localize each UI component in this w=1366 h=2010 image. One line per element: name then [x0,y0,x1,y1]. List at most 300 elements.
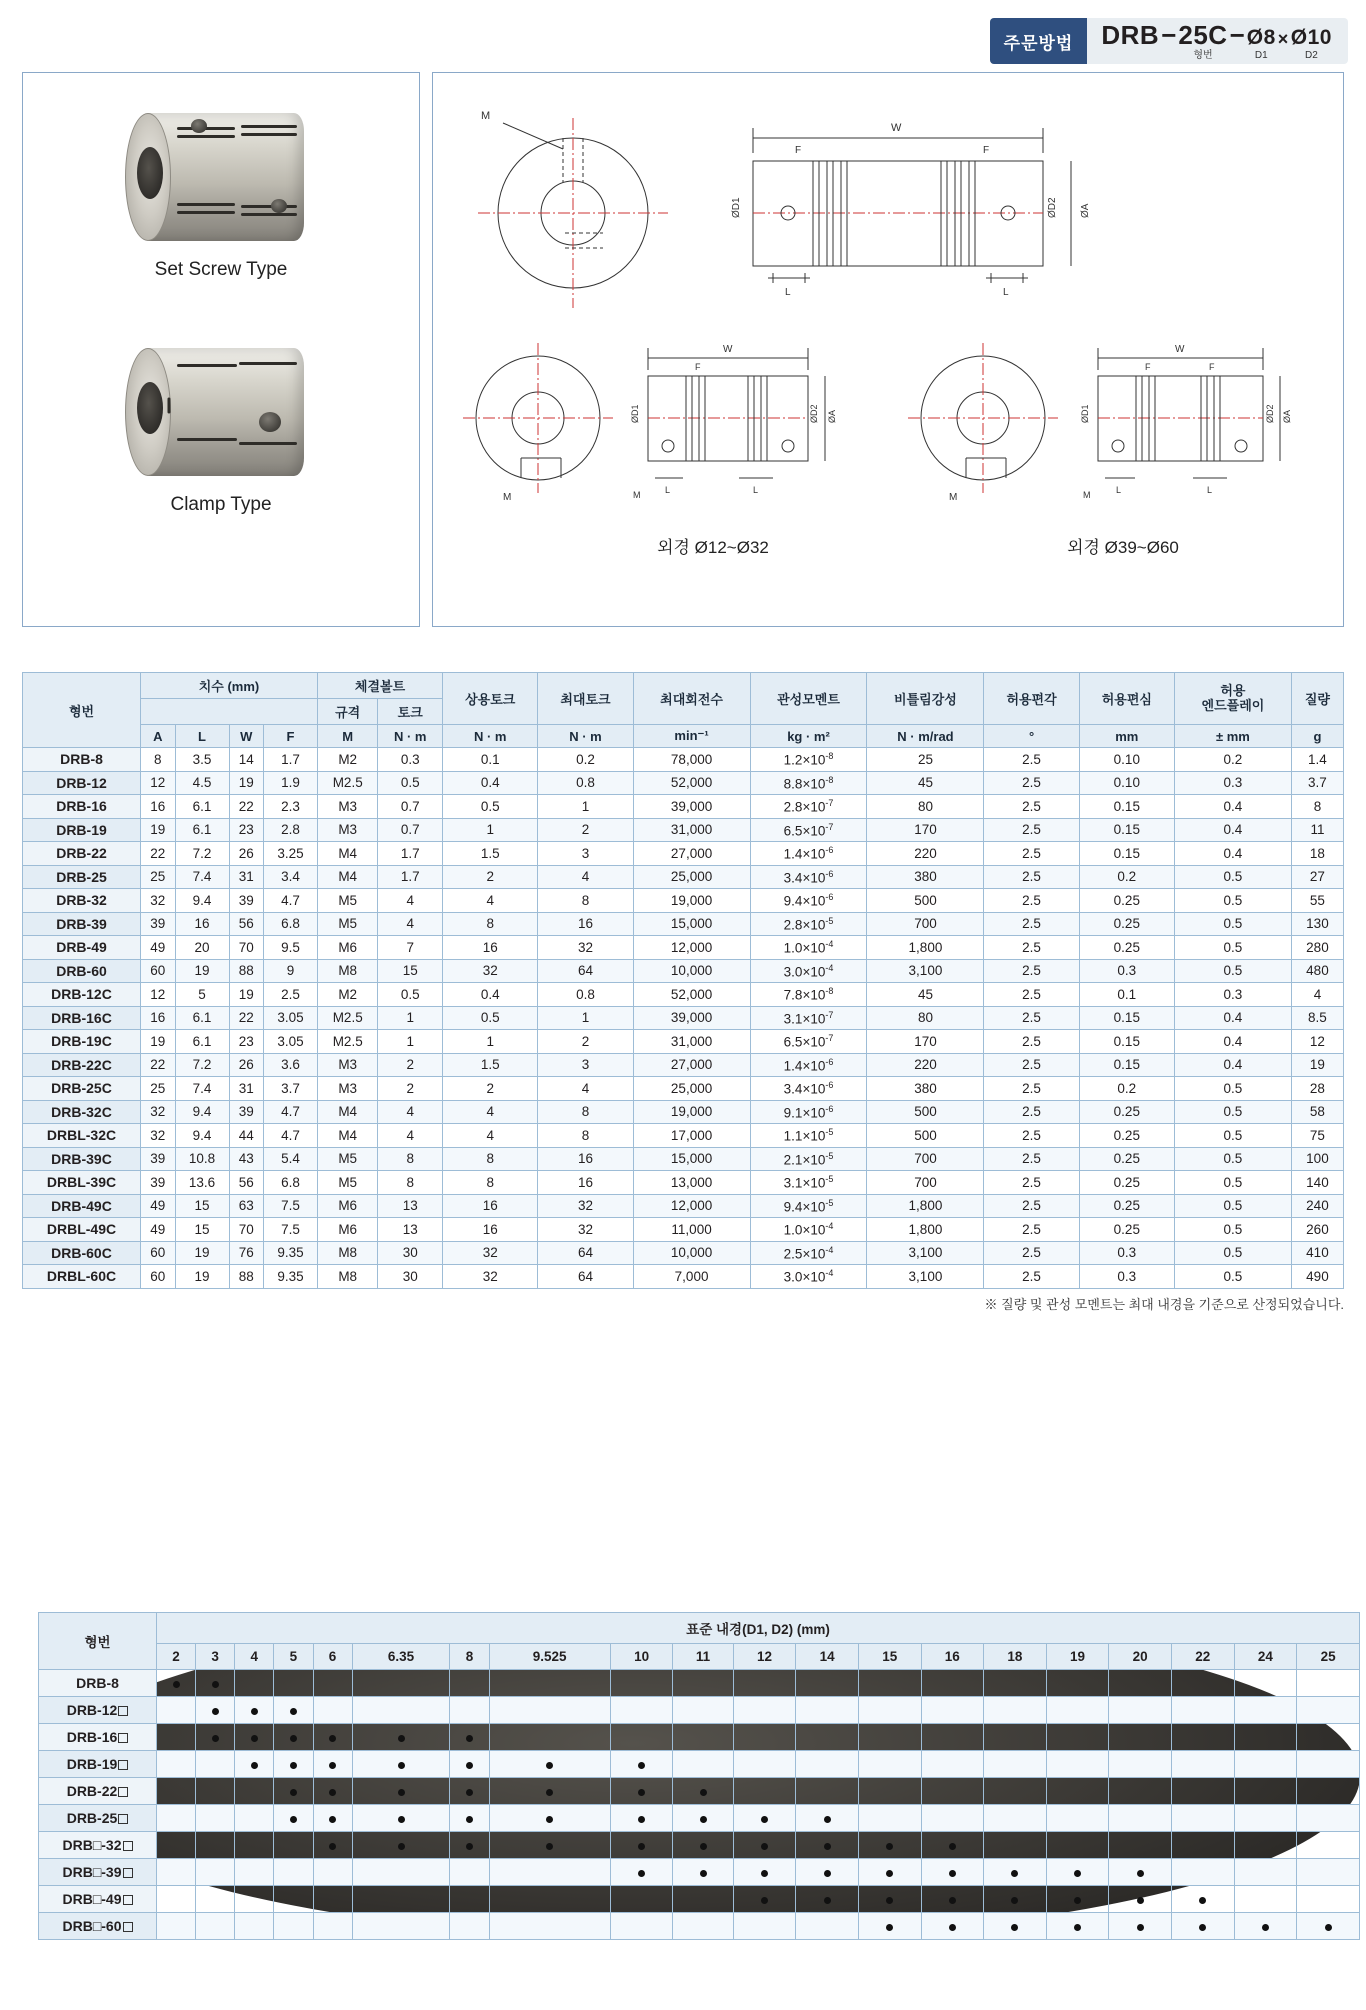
cell-bore-availability [1297,1778,1360,1805]
cell-model: DRB-22 [23,842,141,866]
cell-bore-availability [984,1751,1047,1778]
bore-col-header: 19 [1046,1644,1109,1670]
cell-bore-availability [1297,1697,1360,1724]
cell-angular: 2.5 [984,936,1079,960]
bore-header-model: 형번 [39,1613,157,1670]
photo-clamp-block [23,338,419,516]
table-row [39,1697,1360,1724]
cell-torsional: 220 [867,1053,984,1077]
cell-bolt-torque: 15 [378,959,443,983]
cell-bolt-torque: 8 [378,1147,443,1171]
cell-bore-availability [733,1697,796,1724]
availability-dot-icon [466,1762,473,1769]
cell-model: DRB□-32 [39,1832,157,1859]
cell-inertia: $2.1\times 10^{-5}$ [750,1147,867,1171]
header-bolt-torque: 토크 [378,699,443,725]
availability-dot-icon [212,1708,219,1715]
header-rated-torque: 상용토크 [443,673,538,725]
availability-dot-icon [1074,1870,1081,1877]
cell-endplay: 0.5 [1174,1265,1291,1289]
cell-f: 6.8 [264,912,318,936]
cell-bore-availability [610,1724,673,1751]
cell-bore-availability [1046,1805,1109,1832]
cell-torsional: 45 [867,983,984,1007]
cell-endplay: 0.5 [1174,889,1291,913]
cell-max-torque: 2 [538,818,633,842]
cell-bore-availability [196,1805,235,1832]
svg-text:ØD2: ØD2 [809,404,819,423]
cell-max-torque: 64 [538,1265,633,1289]
cell-bore-availability [489,1670,610,1697]
cell-bolt-spec: M5 [318,1171,378,1195]
cell-bore-availability [196,1724,235,1751]
table-row [39,1832,1360,1859]
cell-max-rpm: 31,000 [633,818,750,842]
cell-mass: 55 [1291,889,1343,913]
svg-text:L: L [753,485,759,495]
cell-bore-availability [235,1859,274,1886]
cell-bore-availability [921,1724,984,1751]
cell-a: 19 [141,818,176,842]
cell-bolt-torque: 0.7 [378,795,443,819]
header-endplay-line1: 허용 [1220,683,1246,699]
table-row [23,1124,1344,1148]
bore-header-row-1 [39,1613,1360,1644]
square-placeholder-icon [123,1895,133,1905]
cell-bore-availability [352,1805,450,1832]
cell-w: 22 [229,1006,264,1030]
cell-torsional: 80 [867,795,984,819]
order-method-badge: 주문방법 [990,18,1088,64]
cell-bore-availability [196,1859,235,1886]
cell-bore-availability [1171,1751,1234,1778]
cell-w: 44 [229,1124,264,1148]
cell-f: 6.8 [264,1171,318,1195]
cell-max-torque: 32 [538,1218,633,1242]
standard-bore-table-body [39,1670,1360,1940]
cell-mass: 75 [1291,1124,1343,1148]
cell-bore-availability [274,1724,313,1751]
cell-bore-availability [313,1724,352,1751]
cell-endplay: 0.4 [1174,842,1291,866]
cell-l: 7.2 [175,1053,229,1077]
cell-bore-availability [274,1751,313,1778]
cell-parallel: 0.25 [1079,1124,1174,1148]
cell-parallel: 0.15 [1079,795,1174,819]
drawing-caption-left: 외경 Ø12~Ø32 [657,538,769,557]
cell-bore-availability [1109,1751,1172,1778]
cell-bore-availability [450,1832,489,1859]
dash2-col [1228,19,1247,61]
cell-bore-availability [157,1697,196,1724]
cell-rated-torque: 4 [443,1100,538,1124]
cell-endplay: 0.5 [1174,1171,1291,1195]
bore-col-header: 3 [196,1644,235,1670]
cell-bore-availability [489,1805,610,1832]
cell-bore-availability [1109,1859,1172,1886]
cell-bore-availability [157,1670,196,1697]
cell-bore-availability [157,1832,196,1859]
cell-l: 9.4 [175,1100,229,1124]
table-row [39,1805,1360,1832]
specification-table-section [22,672,1344,1313]
svg-text:L: L [1003,287,1009,298]
drawing-svg-bottom-right [883,328,1323,513]
cell-bore-availability [450,1886,489,1913]
set-screw-icon [271,199,287,213]
header-angular: 허용편각 [984,673,1079,725]
cell-bore-availability [352,1913,450,1940]
cell-mass: 1.4 [1291,748,1343,772]
cell-w: 19 [229,771,264,795]
cell-l: 13.6 [175,1171,229,1195]
cell-bore-availability [984,1886,1047,1913]
cell-bore-availability [1234,1859,1297,1886]
svg-text:L: L [665,485,671,495]
square-placeholder-icon [123,1868,133,1878]
coupling-slit [241,125,297,128]
drawing-bottom-right [883,328,1323,513]
cell-l: 19 [175,959,229,983]
cell-angular: 2.5 [984,818,1079,842]
cell-model: DRBL-60C [23,1265,141,1289]
cell-l: 7.4 [175,865,229,889]
availability-dot-icon [290,1789,297,1796]
table-row [23,1265,1344,1289]
cell-inertia: $1.0\times 10^{-4}$ [750,936,867,960]
photo-set-screw-block [23,103,419,281]
cell-max-torque: 3 [538,1053,633,1077]
cell-bore-availability [610,1697,673,1724]
cell-model: DRB□-49 [39,1886,157,1913]
svg-text:ØA: ØA [827,409,837,423]
table-row [23,771,1344,795]
cell-max-rpm: 31,000 [633,1030,750,1054]
cell-bore-availability [733,1724,796,1751]
cell-l: 6.1 [175,1006,229,1030]
bore-col-header: 2 [157,1644,196,1670]
bore-header-row-2 [39,1644,1360,1670]
cell-f: 3.05 [264,1030,318,1054]
availability-dot-icon [329,1762,336,1769]
cell-inertia: $1.0\times 10^{-4}$ [750,1218,867,1242]
cell-parallel: 0.1 [1079,983,1174,1007]
cell-parallel: 0.10 [1079,771,1174,795]
cell-max-rpm: 19,000 [633,889,750,913]
cell-bore-availability [1046,1913,1109,1940]
coupling-slit [241,213,297,216]
cell-torsional: 3,100 [867,1265,984,1289]
availability-dot-icon [466,1735,473,1742]
cell-f: 7.5 [264,1218,318,1242]
cell-l: 4.5 [175,771,229,795]
drawing-svg-bottom-left [443,328,873,513]
cell-bore-availability [352,1670,450,1697]
table-row [23,1218,1344,1242]
table-row [23,1077,1344,1101]
model-d1-label: D1 [1254,49,1268,61]
cell-mass: 240 [1291,1194,1343,1218]
cell-angular: 2.5 [984,1124,1079,1148]
cell-bore-availability [235,1805,274,1832]
cell-bore-availability [489,1832,610,1859]
cell-l: 5 [175,983,229,1007]
cell-bore-availability [858,1859,921,1886]
cell-bore-availability [313,1697,352,1724]
cell-bore-availability [921,1859,984,1886]
cell-angular: 2.5 [984,842,1079,866]
cell-torsional: 500 [867,1124,984,1148]
cell-bore-availability [274,1886,313,1913]
cell-l: 10.8 [175,1147,229,1171]
coupling-photo-set-screw [121,103,321,253]
bore-col-header: 25 [1297,1644,1360,1670]
table-row [39,1886,1360,1913]
cell-w: 88 [229,1265,264,1289]
svg-text:F: F [1145,362,1151,372]
cell-max-torque: 4 [538,1077,633,1101]
cell-mass: 18 [1291,842,1343,866]
cell-model: DRB-19 [23,818,141,842]
cell-w: 43 [229,1147,264,1171]
cell-f: 3.7 [264,1077,318,1101]
cell-bolt-torque: 4 [378,1100,443,1124]
cell-f: 3.05 [264,1006,318,1030]
cell-bolt-spec: M8 [318,1241,378,1265]
availability-dot-icon [329,1789,336,1796]
availability-dot-icon [398,1762,405,1769]
cell-inertia: $3.1\times 10^{-5}$ [750,1171,867,1195]
bore-col-header: 15 [858,1644,921,1670]
availability-dot-icon [761,1843,768,1850]
bore-col-header: 6 [313,1644,352,1670]
cell-inertia: $3.0\times 10^{-4}$ [750,1265,867,1289]
cell-bore-availability [673,1859,733,1886]
cell-max-rpm: 11,000 [633,1218,750,1242]
cell-a: 32 [141,889,176,913]
availability-dot-icon [398,1735,405,1742]
cell-bore-availability [796,1913,859,1940]
availability-dot-icon [1137,1870,1144,1877]
cell-w: 39 [229,1100,264,1124]
availability-dot-icon [546,1843,553,1850]
availability-dot-icon [638,1762,645,1769]
cell-bolt-torque: 0.7 [378,818,443,842]
cell-bore-availability [274,1778,313,1805]
header-bolt-spec: 규격 [318,699,378,725]
cell-bore-availability [313,1859,352,1886]
cell-bore-availability [984,1832,1047,1859]
cell-angular: 2.5 [984,1218,1079,1242]
availability-dot-icon [546,1789,553,1796]
cell-a: 39 [141,1171,176,1195]
unit-mass: g [1291,725,1343,748]
cell-model: DRB-25 [39,1805,157,1832]
cell-inertia: $1.4\times 10^{-6}$ [750,842,867,866]
bore-header-title: 표준 내경(D1, D2) (mm) [157,1613,1360,1644]
cell-bore-availability [450,1697,489,1724]
cell-model: DRB-12C [23,983,141,1007]
cell-bore-availability [274,1913,313,1940]
cell-max-rpm: 25,000 [633,1077,750,1101]
cell-bore-availability [1297,1805,1360,1832]
model-prefix: DRB [1101,19,1160,50]
cell-model: DRB-32 [23,889,141,913]
coupling-slit [239,362,297,365]
cell-bore-availability [1171,1886,1234,1913]
cell-bore-availability [1171,1670,1234,1697]
svg-text:ØA: ØA [1080,203,1091,218]
cell-bore-availability [1109,1832,1172,1859]
cell-bolt-torque: 13 [378,1218,443,1242]
cell-l: 7.2 [175,842,229,866]
bore-col-header: 22 [1171,1644,1234,1670]
availability-dot-icon [290,1708,297,1715]
availability-dot-icon [700,1789,707,1796]
cell-mass: 4 [1291,983,1343,1007]
cell-model: DRB-49 [23,936,141,960]
cell-bore-availability [235,1670,274,1697]
cell-bore-availability [196,1832,235,1859]
cell-bore-availability [858,1805,921,1832]
cell-bolt-spec: M3 [318,1053,378,1077]
availability-dot-icon [466,1843,473,1850]
availability-dot-icon [466,1789,473,1796]
cell-f: 9.5 [264,936,318,960]
bore-col-header: 5 [274,1644,313,1670]
cell-w: 26 [229,842,264,866]
model-dash-1: − [1161,19,1177,50]
availability-dot-icon [638,1843,645,1850]
cell-bolt-spec: M4 [318,1100,378,1124]
cell-model: DRB-49C [23,1194,141,1218]
cell-bore-availability [157,1859,196,1886]
cell-a: 39 [141,1147,176,1171]
cell-model: DRBL-49C [23,1218,141,1242]
cell-w: 56 [229,1171,264,1195]
square-placeholder-icon [118,1733,128,1743]
cell-torsional: 170 [867,1030,984,1054]
cell-model: DRB-60 [23,959,141,983]
cell-bore-availability [1046,1670,1109,1697]
cell-bore-availability [1234,1751,1297,1778]
cell-inertia: $8.8\times 10^{-8}$ [750,771,867,795]
cell-bore-availability [352,1751,450,1778]
drawing-caption-right: 외경 Ø39~Ø60 [1067,538,1179,557]
cell-w: 26 [229,1053,264,1077]
cell-torsional: 500 [867,1100,984,1124]
header-parallel: 허용편심 [1079,673,1174,725]
cell-mass: 260 [1291,1218,1343,1242]
cell-inertia: $3.4\times 10^{-6}$ [750,865,867,889]
svg-text:ØA: ØA [1282,409,1292,423]
table-row [23,1171,1344,1195]
cell-l: 9.4 [175,1124,229,1148]
availability-dot-icon [886,1924,893,1931]
cell-bore-availability [673,1697,733,1724]
availability-dot-icon [329,1843,336,1850]
cell-a: 25 [141,1077,176,1101]
cell-bore-availability [984,1778,1047,1805]
cell-bore-availability [733,1670,796,1697]
cell-bore-availability [733,1778,796,1805]
cell-bore-availability [858,1697,921,1724]
cell-bore-availability [1171,1805,1234,1832]
cell-bore-availability [1109,1670,1172,1697]
svg-text:ØD1: ØD1 [1080,404,1090,423]
cell-f: 1.9 [264,771,318,795]
cell-bore-availability [673,1805,733,1832]
cell-endplay: 0.4 [1174,1030,1291,1054]
cell-bore-availability [1234,1805,1297,1832]
cell-bore-availability [1046,1778,1109,1805]
model-times-col [1276,30,1291,61]
availability-dot-icon [824,1816,831,1823]
cell-model: DRB-25C [23,1077,141,1101]
unit-L: L [175,725,229,748]
cell-inertia: $9.4\times 10^{-5}$ [750,1194,867,1218]
cell-bore-availability [1297,1724,1360,1751]
table-row [39,1913,1360,1940]
cell-max-rpm: 52,000 [633,983,750,1007]
drawing-bottom-left [443,328,873,513]
coupling-slit [177,135,235,138]
cell-bolt-torque: 2 [378,1077,443,1101]
cell-bore-availability [196,1697,235,1724]
cell-bore-availability [1234,1697,1297,1724]
model-size-label: 형번 [1193,49,1213,61]
spec-units-row [23,725,1344,748]
cell-bore-availability [489,1778,610,1805]
cell-w: 76 [229,1241,264,1265]
svg-text:W: W [1175,344,1185,355]
availability-dot-icon [546,1762,553,1769]
cell-endplay: 0.4 [1174,795,1291,819]
bore-col-header: 12 [733,1644,796,1670]
cell-bore-availability [450,1805,489,1832]
cell-bore-availability [1046,1832,1109,1859]
cell-f: 7.5 [264,1194,318,1218]
availability-dot-icon [290,1816,297,1823]
cell-max-torque: 4 [538,865,633,889]
availability-dot-icon [1011,1870,1018,1877]
cell-model: DRB□-60 [39,1913,157,1940]
cell-rated-torque: 8 [443,912,538,936]
cell-bore-availability [1234,1724,1297,1751]
cell-bolt-torque: 8 [378,1171,443,1195]
cell-l: 9.4 [175,889,229,913]
bore-col-header: 14 [796,1644,859,1670]
cell-bolt-torque: 4 [378,1124,443,1148]
cell-a: 16 [141,795,176,819]
availability-dot-icon [1199,1897,1206,1904]
cell-angular: 2.5 [984,748,1079,772]
availability-dot-icon [546,1816,553,1823]
cell-max-rpm: 10,000 [633,959,750,983]
cell-endplay: 0.3 [1174,983,1291,1007]
cell-f: 2.3 [264,795,318,819]
coupling-slit [239,442,297,445]
cell-rated-torque: 4 [443,889,538,913]
cell-bore-availability [1109,1886,1172,1913]
cell-bore-availability [673,1886,733,1913]
table-row [23,1006,1344,1030]
cell-max-torque: 0.2 [538,748,633,772]
header-max-rpm: 최대회전수 [633,673,750,725]
bore-col-header: 9.525 [489,1644,610,1670]
cell-bore-availability [313,1778,352,1805]
cell-inertia: $1.4\times 10^{-6}$ [750,1053,867,1077]
